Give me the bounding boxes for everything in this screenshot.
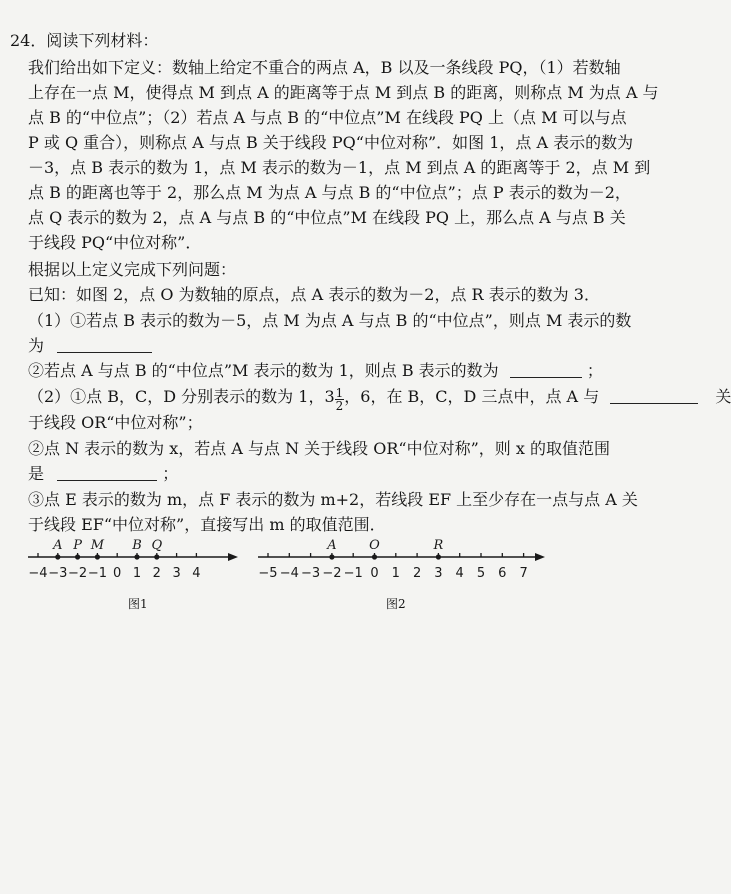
figure-1-tick-label: 2 [152,566,161,581]
text-line: 根据以上定义完成下列问题： [28,260,237,279]
figure-1-point-label: M [90,538,105,553]
figure-2-tick-label: 1 [391,566,400,581]
figure-2-point-R [436,554,441,559]
text-fragment: ； [586,361,603,380]
figure-2-point-label: O [369,538,380,553]
text-fragment: ，6，在 B，C，D 三点中，点 A 与 [344,387,600,406]
figure-2-tick-label: −5 [258,566,278,581]
figure-1-point-M [95,554,100,559]
figure-1-tick-label: 0 [113,566,122,581]
figure-2-point-O [372,554,377,559]
figure-2-tick-label: −3 [301,566,321,581]
figure-2-tick-label: 0 [370,566,379,581]
figure-1-tick-label: 1 [132,566,142,581]
text-line: 于线段 PQ“中位对称”． [28,233,202,252]
figure-1-point-Q [154,554,159,559]
figure-1-tick-label: −4 [28,566,48,581]
text-fragment: （2）①点 B，C，D 分别表示的数为 1， [28,387,325,406]
text-line: P 或 Q 重合），则称点 A 与点 B 关于线段 PQ“中位对称”．如图 1，点 A 表示的数为 [28,133,634,152]
figure-2-tick-label: 2 [412,566,422,581]
fraction-numerator: 1 [335,386,344,400]
figure-1-tick-label: 3 [172,566,181,581]
figure-2-point-A [329,554,334,559]
text-line: 点 B 的距离也等于 2，那么点 M 为点 A 与点 B 的“中位点”；点 P 表示的数为－2， [28,183,631,202]
text-line: 于线段 OR“中位对称”； [28,413,203,432]
figure-1-caption: 图1 [128,597,148,611]
problem-title: 24．阅读下列材料： [10,31,159,50]
text-fragment: 关 [715,387,731,406]
figure-2-tick-label: −4 [279,566,299,581]
text-line: 已知：如图 2，点 O 为数轴的原点，点 A 表示的数为－2，点 R 表示的数为 3． [28,285,600,304]
figure-1-point-A [55,554,60,559]
figure-2-point-label: R [433,538,444,553]
figure-1-point-label: A [53,538,63,553]
figure-2-caption: 图2 [386,597,406,611]
mixed-number-whole: 3 [324,387,335,406]
text-fragment: 是 [28,464,45,483]
figure-2-tick-label: −2 [322,566,342,581]
figure-2-tick-label: 7 [519,566,528,581]
figure-1-point-label: P [73,538,82,553]
fraction-denominator: 2 [335,399,344,413]
text-line: （1）①若点 B 表示的数为－5，点 M 为点 A 与点 B 的“中位点”，则点 M 表示的数 [28,311,632,330]
text-line: 点 Q 表示的数为 2，点 A 与点 B 的“中位点”M 在线段 PQ 上，那么点 A 与点 B 关 [28,208,626,227]
text-line: －3，点 B 表示的数为 1，点 M 表示的数为－1，点 M 到点 A 的距离等于 2，点 M 到 [28,158,651,177]
figure-2-tick-label: 6 [498,566,507,581]
figure-1-point-label: Q [151,538,163,553]
figure-1-axis-arrow [228,553,238,561]
text-line: ②点 N 表示的数为 x，若点 A 与点 N 关于线段 OR“中位对称”，则 x 的取值范围 [28,439,610,458]
figure-1-point-P [75,554,80,559]
figure-2-point-label: A [327,538,337,553]
figure-1-point-B [134,554,139,559]
figure-2-tick-label: 5 [476,566,486,581]
text-fragment: ②若点 A 与点 B 的“中位点”M 表示的数为 1，则点 B 表示的数为 [28,361,499,380]
figure-1-tick-label: −3 [48,566,68,581]
text-line: 于线段 EF“中位对称”，直接写出 m 的取值范围． [28,515,386,534]
figure-2-tick-label: −1 [343,566,363,581]
figure-2-tick-label: 4 [455,566,464,581]
figure-2-tick-label: 3 [434,566,443,581]
text-line: 上存在一点 M，使得点 M 到点 A 的距离等于点 M 到点 B 的距离，则称点 M 为点 A 与 [28,83,659,102]
figure-1-point-label: B [132,538,142,553]
figure-1-tick-label: 4 [192,566,201,581]
figure-1-tick-label: −1 [87,566,107,581]
text-line: 点 B 的“中位点”；（2）若点 A 与点 B 的“中位点”M 在线段 PQ 上（点 M 可以与点 [28,108,627,127]
text-line: 我们给出如下定义：数轴上给定不重合的两点 A，B 以及一条线段 PQ，（1）若数轴 [28,58,621,77]
figure-2-axis-arrow [535,553,545,561]
figure-1-tick-label: −2 [68,566,88,581]
text-line: ③点 E 表示的数为 m，点 F 表示的数为 m+2，若线段 EF 上至少存在一点与点 A 关 [28,490,638,509]
text-fragment: ； [162,464,179,483]
text-fragment: 为 [28,336,45,355]
